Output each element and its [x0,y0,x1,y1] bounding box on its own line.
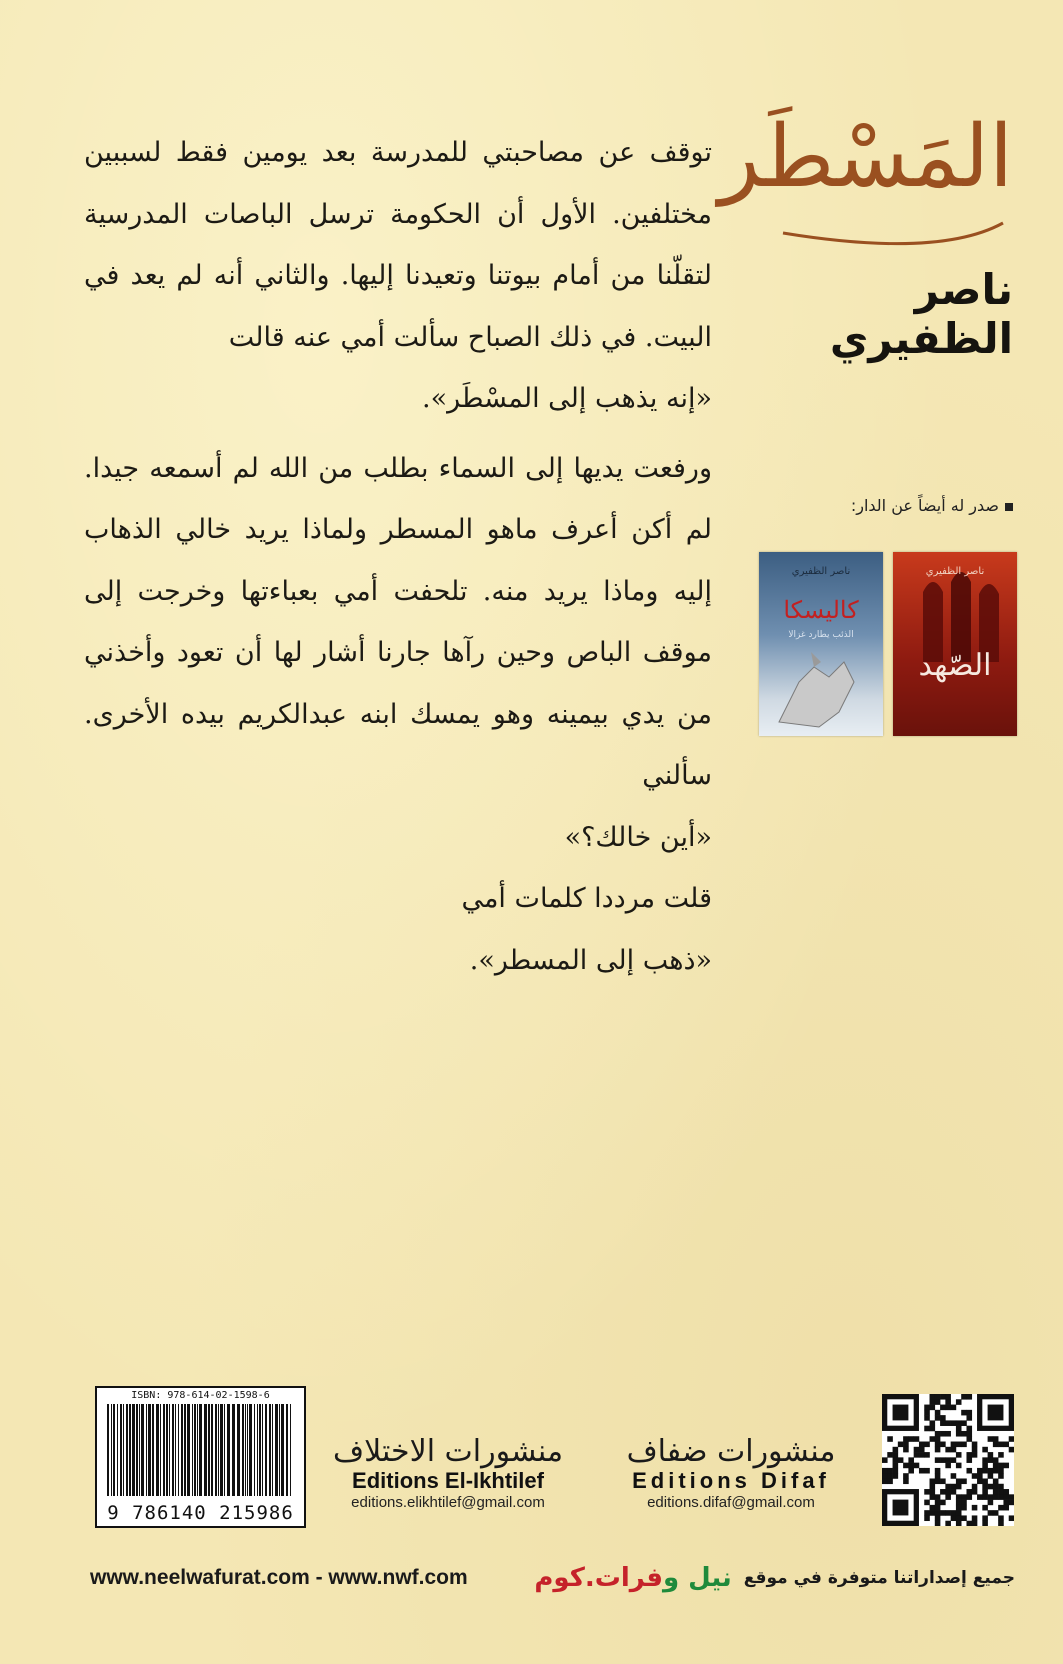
barcode-bars [107,1404,294,1496]
title-swash [773,215,1013,255]
publisher-arabic-name: منشورات ضفاف [626,1434,836,1469]
cover-figures-illustration [893,552,1017,736]
publisher-latin-name: Editions El-Ikhtilef [352,1467,544,1493]
cover-author: ناصر الظفيري [925,566,985,577]
book-cover-alsahd [893,552,1017,736]
excerpt-quote-2: «أين خالك؟» [564,821,712,853]
neelwafurat-logo: نيل وفرات.كوم [534,1563,732,1593]
cover-title: الصّهد [918,648,992,683]
publisher-difaf [600,1436,862,1511]
excerpt-paragraph-2: ورفعت يديها إلى السماء بطلب من الله لم أسمعه جيدا. لم أكن أعرف ماهو المسطر ولماذا يريد خالي الذهاب إليه وماذا يريد منه. تلحفت أمي بعباءتها وخرجت إلى موقف الباص وحين رآها جارنا أشار لها أن تعود وأخذني من يدي بيمينه وهو يمسك ابنه عبدالكريم بيده الأخرى. سألني [84,452,712,791]
footer [90,1560,1015,1596]
excerpt-quote-3: «ذهب إلى المسطر». [469,944,712,976]
publisher-arabic-name: منشورات الاختلاف [332,1434,564,1469]
book-title: المَسْطَر [718,107,1013,207]
footer-urls: www.neelwafurat.com - www.nwf.com [90,1566,468,1589]
footer-availability [534,1563,1015,1593]
isbn-label: ISBN: 978-614-02-1598-6 [131,1390,270,1401]
cover-wolf-illustration [759,552,883,736]
excerpt-quote-1: «إنه يذهب إلى المسْطَر». [422,383,712,414]
title-block [718,107,1013,363]
author-name: ناصر الظفيري [829,264,1013,363]
excerpt-line-3: قلت مرددا كلمات أمي [461,883,712,914]
qr-code-icon [882,1394,1014,1526]
bullet-square-icon [1005,503,1013,511]
excerpt-paragraph-1: توقف عن مصاحبتي للمدرسة بعد يومين فقط لسببين مختلفين. الأول أن الحكومة ترسل الباصات المدرسية لتقلّنا من أمام بيوتنا وتعيدنا إليها. والثاني أنه لم يعد في البيت. في ذلك الصباح سألت أمي عنه قالت [84,137,712,353]
also-published-label: صدر له أيضاً عن الدار: [851,496,1013,515]
publisher-ikhtilef [328,1436,568,1511]
book-cover-kaliska [759,552,883,736]
isbn-barcode [95,1386,306,1528]
cover-title: كاليسكا [783,596,859,624]
publisher-latin-name: Editions Difaf [632,1467,830,1493]
cover-author: ناصر الظفيري [791,566,851,577]
publisher-email: editions.elikhtilef@gmail.com [351,1493,545,1511]
barcode-digits: 9 786140 215986 [107,1502,294,1524]
back-cover-excerpt [84,122,712,991]
publisher-email: editions.difaf@gmail.com [647,1493,815,1511]
availability-text: جميع إصداراتنا متوفرة في موقع [743,1568,1015,1588]
cover-subtitle: الذئب يطارد غزالا [788,630,854,640]
